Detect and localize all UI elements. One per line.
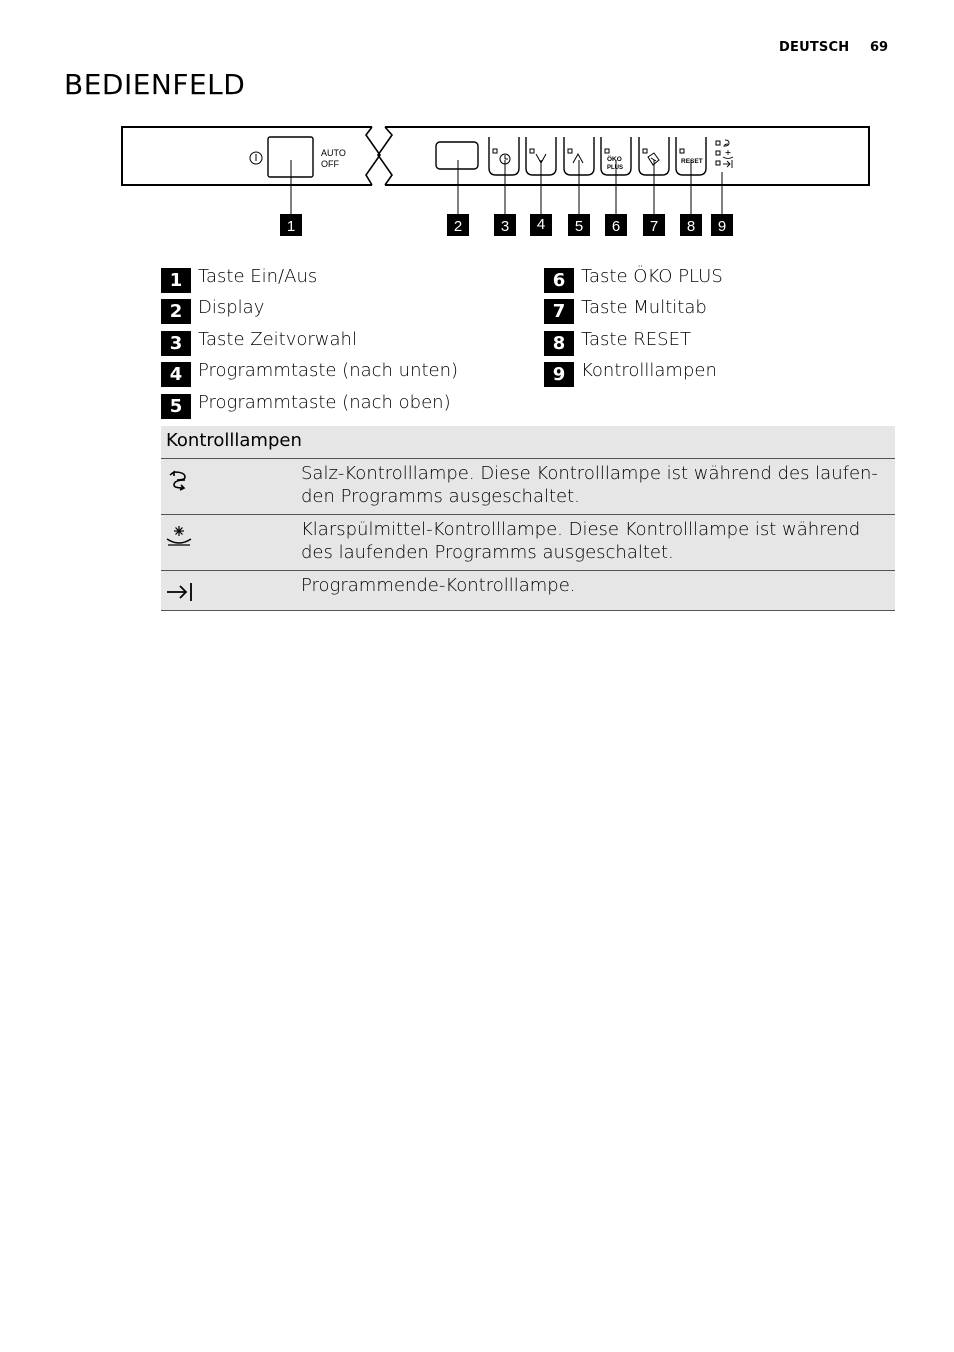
row-line: des laufenden Programms ausgeschaltet.	[301, 542, 674, 563]
legend-badge: 3	[161, 331, 191, 356]
led-down	[530, 149, 534, 153]
callout-3: 3	[500, 218, 510, 235]
legend-label: Taste RESET	[581, 329, 691, 350]
callout-badges	[280, 214, 733, 236]
header-language: DEUTSCH	[779, 40, 850, 55]
led-multitab	[643, 149, 647, 153]
led-oko	[605, 149, 609, 153]
legend-label: Taste Multitab	[581, 297, 707, 318]
oko-label-1: ÖKO	[607, 156, 622, 163]
indicator-led-1	[716, 141, 720, 145]
power-icon	[250, 152, 262, 164]
callout-1: 1	[286, 218, 296, 235]
table-row	[161, 458, 895, 514]
table-header-label: Kontrolllampen	[166, 430, 302, 451]
legend-badge: 1	[161, 268, 191, 293]
callout-4: 4	[536, 216, 546, 233]
header-page-number: 69	[870, 40, 889, 55]
table-header	[161, 426, 895, 458]
mini-rinse-aid-icon	[723, 150, 733, 159]
reset-label: RESET	[681, 158, 703, 165]
led-delay	[493, 149, 497, 153]
legend-label: Taste Zeitvorwahl	[198, 329, 357, 350]
callout-2: 2	[453, 218, 463, 235]
salt-icon	[165, 467, 195, 493]
display-box	[436, 142, 478, 169]
indicator-led-2	[716, 151, 720, 155]
led-reset	[680, 149, 684, 153]
callout-9: 9	[717, 218, 727, 235]
legend-badge: 5	[161, 394, 191, 419]
legend-badge: 8	[544, 331, 574, 356]
table-row-text	[301, 462, 881, 508]
table-row	[161, 570, 895, 611]
legend-badge: 6	[544, 268, 574, 293]
indicator-lamps-table	[161, 426, 895, 611]
auto-off-label-1: AUTO	[321, 148, 346, 158]
row-line: den Programms ausgeschaltet.	[301, 486, 580, 507]
legend-label: Programmtaste (nach unten)	[198, 360, 459, 381]
callout-8: 8	[686, 218, 696, 235]
legend-badge: 4	[161, 362, 191, 387]
mini-salt-icon	[724, 140, 729, 147]
rinse-aid-icon	[165, 523, 195, 549]
chevron-up-icon	[573, 154, 583, 163]
row-line: Salz-Kontrolllampe. Diese Kontrolllampe ist während des laufen-	[301, 463, 878, 484]
table-row-text	[301, 518, 881, 564]
oko-label-2: PLUS	[607, 165, 624, 171]
legend-badge: 9	[544, 362, 574, 387]
legend-badge: 7	[544, 299, 574, 324]
page-title: BEDIENFELD	[64, 68, 246, 101]
legend-label: Taste Ein/Aus	[198, 266, 318, 287]
indicator-led-3	[716, 161, 720, 165]
callout-5: 5	[574, 218, 584, 235]
led-up	[568, 149, 572, 153]
button-delay-outline	[489, 137, 519, 175]
legend-label: Programmtaste (nach oben)	[198, 392, 451, 413]
row-line: Programmende-Kontrolllampe.	[301, 575, 576, 596]
control-panel-diagram	[0, 0, 954, 250]
table-row	[161, 514, 895, 570]
legend-label: Taste ÖKO PLUS	[581, 266, 723, 287]
program-end-icon	[165, 579, 195, 605]
legend-label: Display	[198, 297, 265, 318]
mini-program-end-icon	[723, 160, 732, 168]
table-row-text	[301, 574, 881, 597]
legend-badge: 2	[161, 299, 191, 324]
row-line: Klarspülmittel-Kontrolllampe. Diese Kontrolllampe ist während	[301, 519, 861, 540]
auto-off-label-2: OFF	[321, 159, 339, 169]
callout-6: 6	[611, 218, 621, 235]
legend-label: Kontrolllampen	[581, 360, 717, 381]
callout-7: 7	[649, 218, 659, 235]
